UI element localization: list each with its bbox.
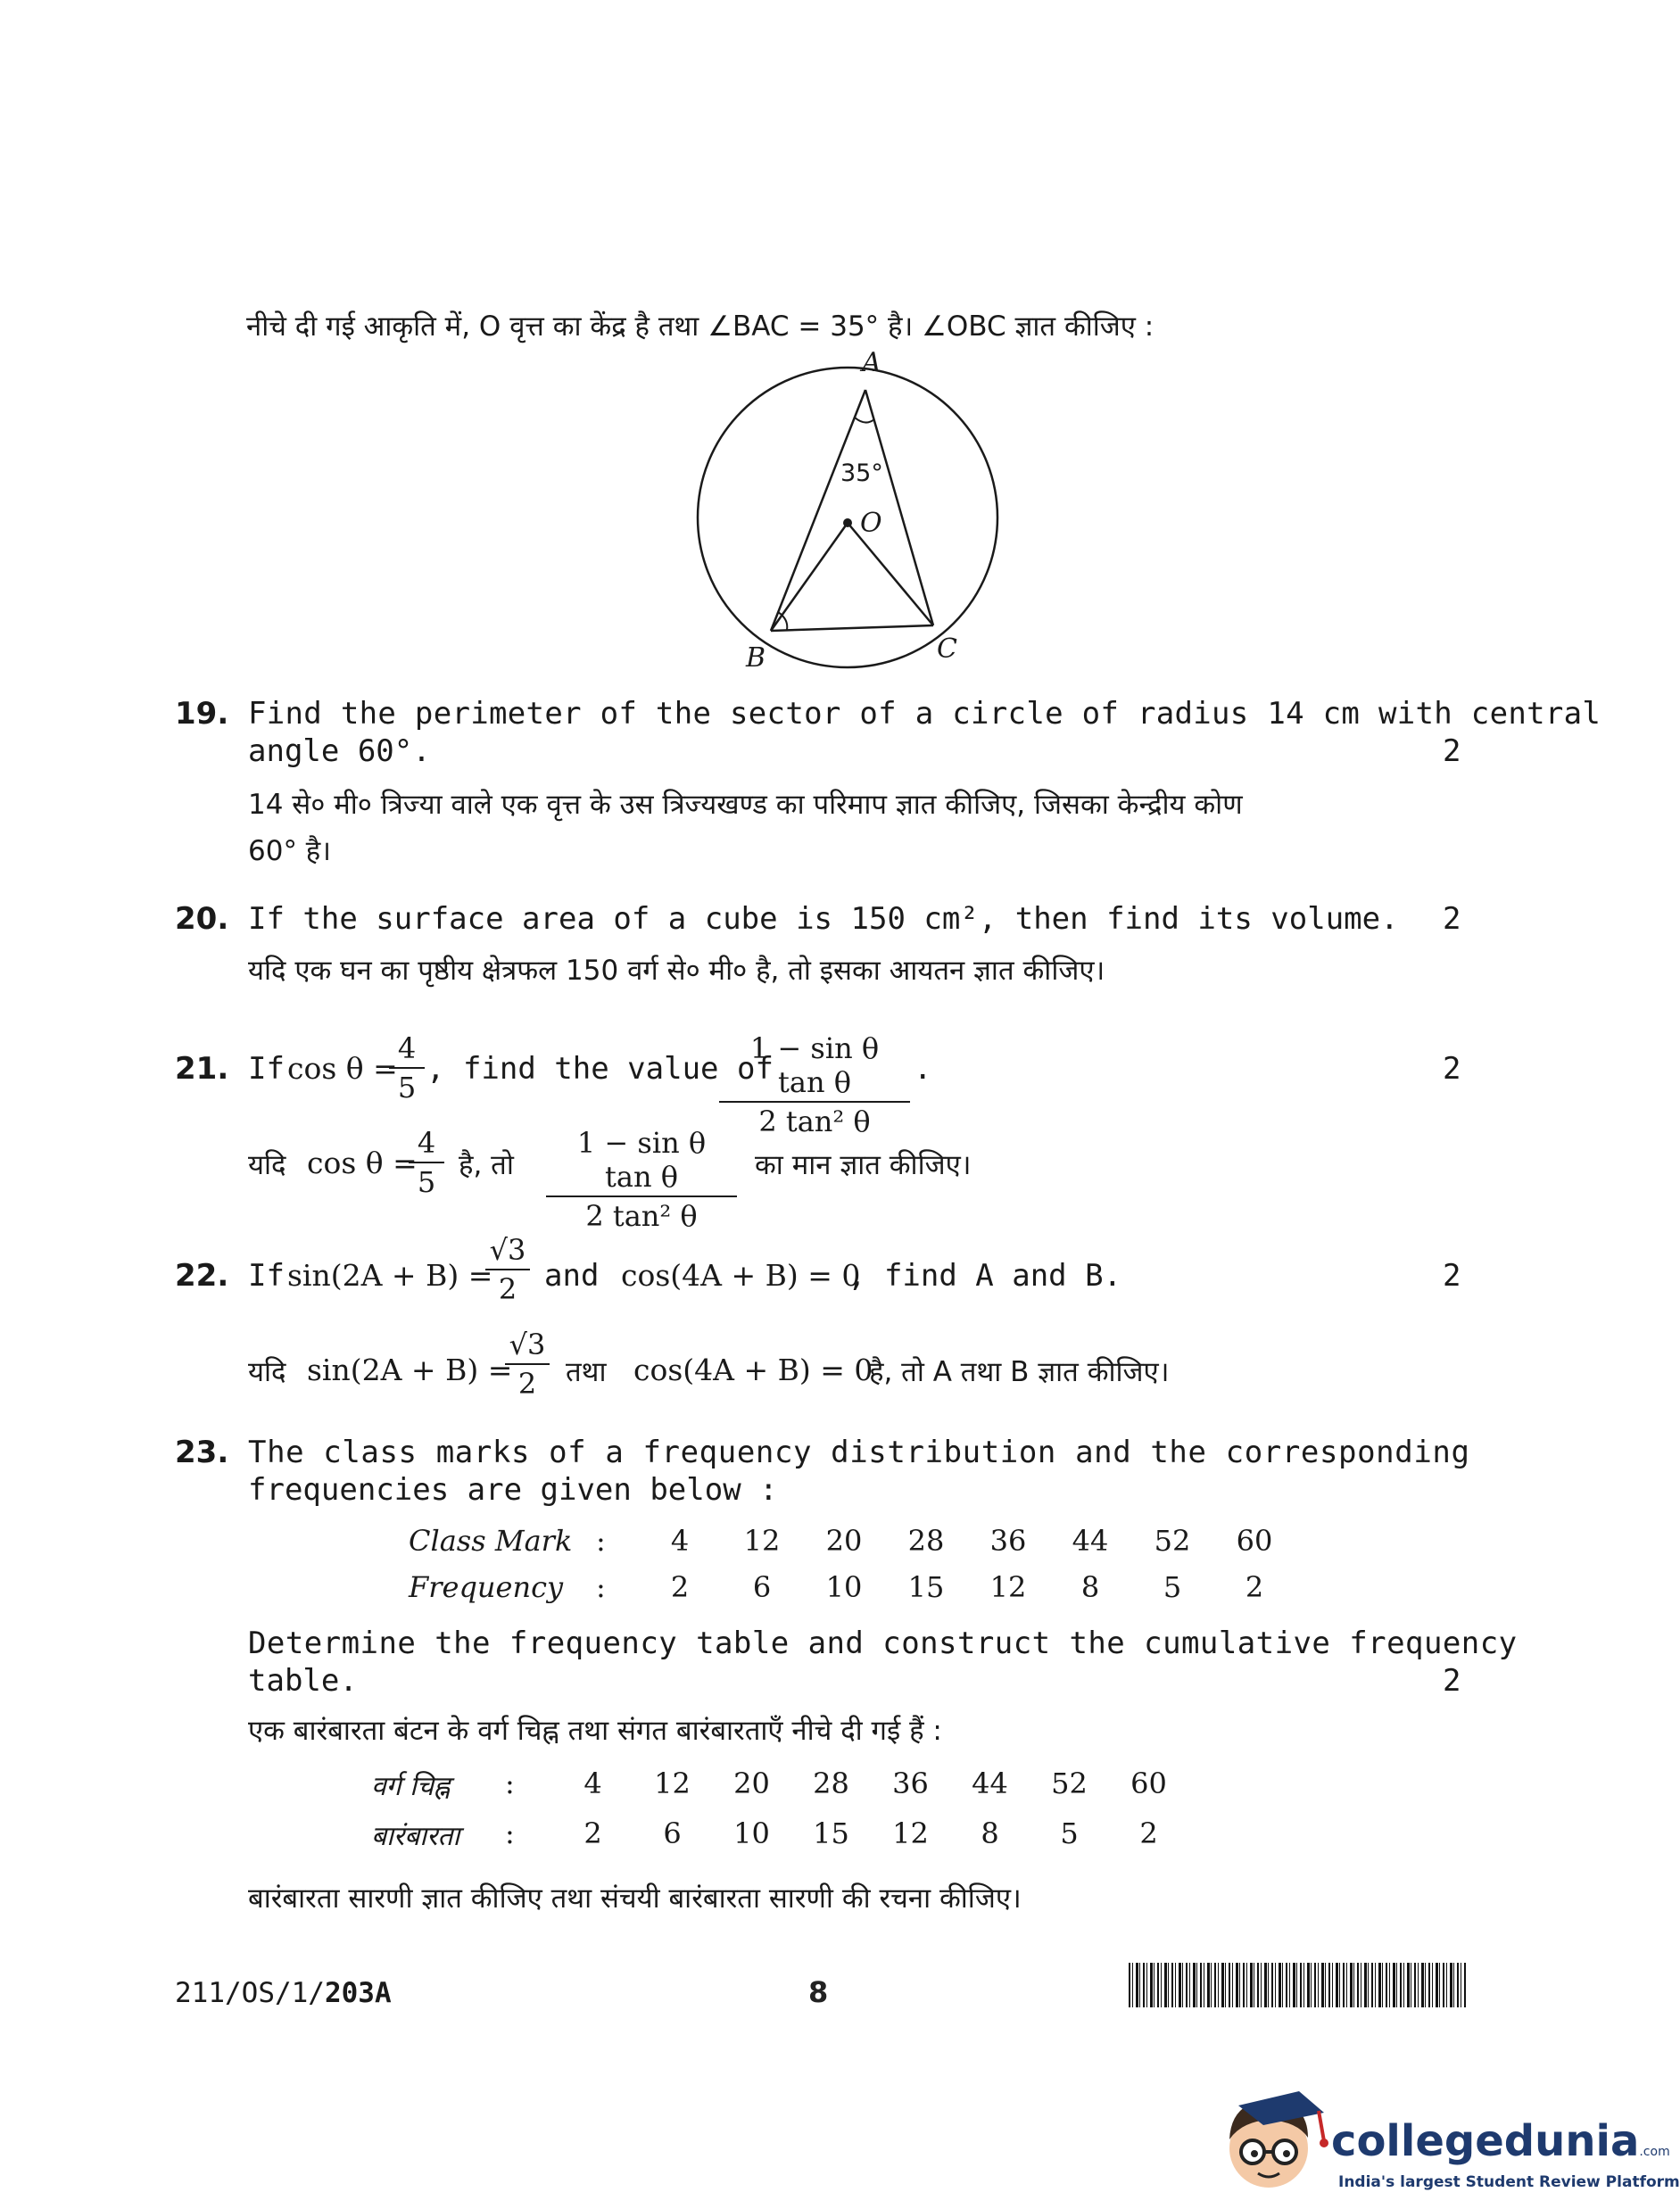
q21-expr-num: 1 − sin θ tan θ [719,1031,910,1103]
logo-wordmark [1331,2116,1670,2166]
q23-hi-end: बारंबारता सारणी ज्ञात कीजिए तथा संचयी बारंबारता सारणी की रचना कीजिए। [248,1882,1022,1915]
paper-code-bold: 203A [324,1977,392,2009]
q23-frequency-cell: 5 [1163,1570,1182,1604]
q21-expression [719,1031,910,1138]
q23-colon: : [596,1570,606,1604]
q23-hi-class-cell: 52 [1051,1766,1088,1800]
q23-class-mark-cell: 60 [1236,1524,1273,1558]
q23-hi-class-row [371,1766,1188,1803]
q22-hi-cos-expr: cos(4A + B) = 0 [633,1353,873,1387]
q23-hi-class-cell: 4 [583,1766,602,1800]
q23-hi-frequency-cell: 6 [663,1816,682,1850]
q23-hi-intro: एक बारंबारता बंटन के वर्ग चिह्न तथा संगत बारंबारताएँ नीचे दी गई हैं : [248,1715,942,1747]
line-bc [771,625,933,631]
q23-class-mark-cell: 28 [907,1524,945,1558]
logo-name: collegedunia [1331,2116,1640,2166]
q23-frequency-cell: 2 [1245,1570,1264,1604]
paper-code [175,1977,392,2009]
q20-number: 20. [175,901,229,937]
q23-frequency-cell: 15 [907,1570,945,1604]
q22-hi-sin-expr: sin(2A + B) = [307,1353,513,1387]
label-b: B [746,642,766,674]
q23-frequency-cell: 12 [989,1570,1027,1604]
q21-fraction [389,1031,425,1104]
q23-class-mark-cell: 12 [743,1524,781,1558]
q23-hi-frequency-cell: 15 [813,1816,849,1850]
q18-hindi-text: नीचे दी गई आकृति में, O वृत्त का केंद्र है तथा ∠BAC = 35° है। ∠OBC ज्ञात कीजिए : [246,310,1154,343]
q23-number: 23. [175,1435,229,1470]
q21-hi-expr-num: 1 − sin θ tan θ [546,1126,737,1197]
q23-en-line2: frequencies are given below : [248,1472,778,1508]
q23-frequency-cell: 10 [825,1570,863,1604]
q20-en: If the surface area of a cube is 150 cm², then find its volume. [248,901,1399,937]
q23-hi-frequency-cell: 5 [1060,1816,1079,1850]
q22-cos-expr: cos(4A + B) = 0 [621,1258,861,1293]
line-ab [771,390,865,631]
q23-hi-class-label: वर्ग चिह्न [371,1771,451,1802]
q21-en-mid: , find the value of [426,1051,774,1087]
q21-hi-if: यदि [248,1149,286,1181]
q22-end: , find A and B. [848,1258,1122,1294]
q21-hi-cos-expr: cos θ = [307,1146,418,1180]
q23-class-mark-cell: 52 [1154,1524,1191,1558]
q23-hi-frequency-cell: 2 [583,1816,602,1850]
q23-det-line1: Determine the frequency table and construct the cumulative frequency [248,1626,1518,1661]
q23-hi-class-cell: 36 [892,1766,929,1800]
q22-frac-den: 2 [498,1272,517,1306]
angle-label: 35° [840,459,883,487]
q22-marks: 2 [1443,1258,1461,1294]
q21-hi-frac-num: 4 [409,1126,444,1163]
q21-hi-mid: है, तो [459,1149,514,1181]
q23-hi-frequency-cell: 8 [981,1816,999,1850]
q22-and: and [544,1258,600,1294]
circle [698,368,997,667]
q21-hi-expression [546,1126,737,1233]
q23-det-line2: table. [248,1663,358,1699]
q20-hi: यदि एक घन का पृष्ठीय क्षेत्रफल 150 वर्ग से० मी० है, तो इसका आयतन ज्ञात कीजिए। [248,955,1105,987]
label-c: C [937,633,957,665]
q22-hi-end: है, तो A तथा B ज्ञात कीजिए। [869,1356,1170,1388]
q20-marks: 2 [1443,901,1461,937]
q22-frac-num: √3 [485,1233,530,1270]
q19-number: 19. [175,696,229,732]
q23-frequency-cell: 2 [670,1570,690,1604]
q21-number: 21. [175,1051,229,1087]
q22-hi-tatha: तथा [566,1356,607,1388]
q23-colon: : [596,1524,606,1558]
q19-en-line2: angle 60°. [248,733,431,769]
q23-class-mark-cell: 44 [1072,1524,1109,1558]
q21-cos-expr: cos θ = [287,1051,398,1086]
q23-marks: 2 [1443,1663,1461,1699]
collegedunia-mascot-icon [1213,2086,1338,2202]
q23-class-mark-row [409,1524,1295,1558]
q23-class-mark-cell: 20 [825,1524,863,1558]
q23-hi-class-cell: 60 [1130,1766,1167,1800]
q23-class-mark-label: Class Mark [409,1524,573,1558]
q22-hi-fraction [505,1328,550,1401]
q22-sin-expr: sin(2A + B) = [287,1258,493,1293]
q22-fraction [485,1233,530,1306]
q22-hi-if: यदि [248,1356,286,1388]
q21-expr-den: 2 tan² θ [758,1104,871,1138]
q23-class-mark-cell: 4 [670,1524,690,1558]
q21-frac-den: 5 [397,1071,417,1104]
page-number: 8 [808,1975,829,2009]
q21-marks: 2 [1443,1051,1461,1087]
q23-hi-frequency-cell: 12 [892,1816,929,1850]
barcode [1129,1963,1466,2007]
q19-en-line1: Find the perimeter of the sector of a circle of radius 14 cm with central [248,696,1601,732]
q19-hi-line1: 14 से० मी० त्रिज्या वाले एक वृत्त के उस त्रिज्यखण्ड का परिमाप ज्ञात कीजिए, जिसका केन्द्रीय कोण [248,789,1243,821]
q23-hi-class-cell: 20 [733,1766,770,1800]
logo-tagline: India's largest Student Review Platform [1338,2173,1680,2191]
q23-en-line1: The class marks of a frequency distribution and the corresponding [248,1435,1470,1470]
q22-hi-frac-num: √3 [505,1328,550,1365]
q23-class-mark-cell: 36 [989,1524,1027,1558]
angle-arc-b [778,612,787,630]
q23-hi-class-cell: 28 [813,1766,849,1800]
label-o: O [860,508,882,539]
q21-end: . [914,1051,932,1087]
q21-if: If [248,1051,285,1087]
center-point [843,518,852,527]
q21-hi-fraction [409,1126,444,1199]
label-a: A [862,347,881,378]
q19-hi-line2: 60° है। [248,835,332,867]
q23-frequency-cell: 8 [1080,1570,1100,1604]
q21-hi-frac-den: 5 [417,1165,436,1199]
q23-hi-colon: : [505,1816,515,1850]
angle-arc-a [855,418,874,423]
q23-hi-frequency-label: बारंबारता [371,1821,460,1852]
q19-marks: 2 [1443,733,1461,769]
logo-suffix: .com [1639,2145,1670,2159]
q22-if: If [248,1258,285,1294]
q21-hi-expr-den: 2 tan² θ [585,1199,698,1233]
q22-number: 22. [175,1258,229,1294]
q23-hi-class-cell: 44 [972,1766,1008,1800]
q23-hi-class-cell: 12 [654,1766,691,1800]
paper-code-prefix: 211/OS/1/ [175,1977,325,2009]
q23-hi-colon: : [505,1766,515,1800]
q22-hi-frac-den: 2 [517,1367,537,1401]
q23-hi-frequency-row [371,1816,1188,1853]
q23-hi-frequency-cell: 10 [733,1816,770,1850]
q23-frequency-label: Frequency [409,1570,564,1604]
q23-frequency-row [409,1570,1295,1604]
q23-frequency-cell: 6 [752,1570,772,1604]
q23-hi-frequency-cell: 2 [1139,1816,1158,1850]
q21-frac-num: 4 [389,1031,425,1069]
circle-figure [696,348,999,687]
q21-hi-end: का मान ज्ञात कीजिए। [755,1149,972,1181]
